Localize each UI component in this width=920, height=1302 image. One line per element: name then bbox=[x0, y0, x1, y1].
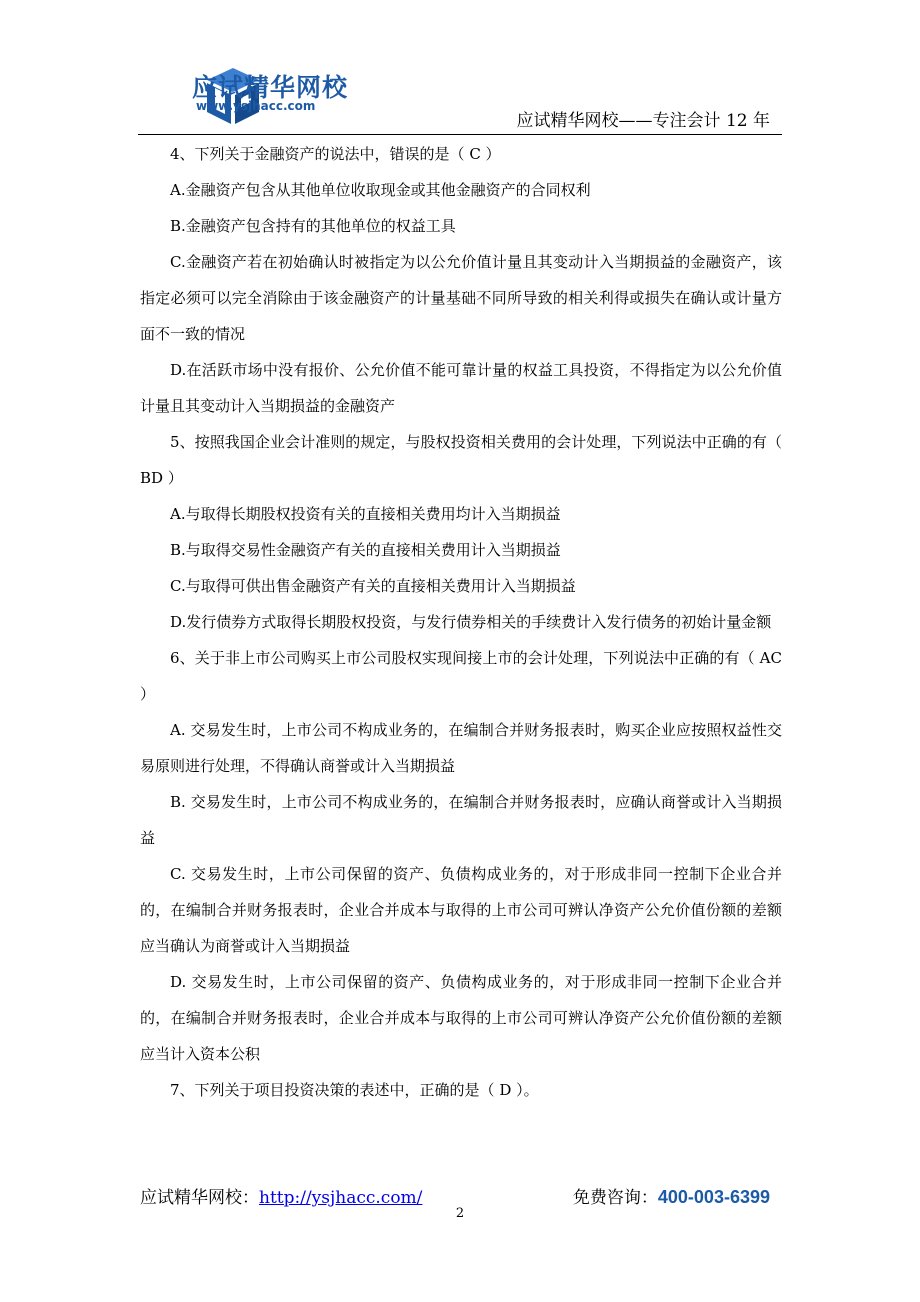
question-7: 7、下列关于项目投资决策的表述中，正确的是（ D ）。 bbox=[170, 1081, 539, 1099]
logo-url: www.ysjhacc.com bbox=[196, 99, 316, 113]
question-5: 5、按照我国企业会计准则的规定，与股权投资相关费用的会计处理，下列说法中正确的有（ BD ） bbox=[140, 433, 782, 487]
footer-site-label: 应试精华网校： bbox=[140, 1188, 259, 1208]
header-divider bbox=[138, 134, 782, 135]
question-4: 4、下列关于金融资产的说法中，错误的是（ C ） bbox=[170, 145, 501, 163]
option-5d: D.发行债券方式取得长期股权投资，与发行债券相关的手续费计入发行债务的初始计量金额 bbox=[170, 613, 772, 631]
question-6: 6、关于非上市公司购买上市公司股权实现间接上市的会计处理，下列说法中正确的有（ AC ） bbox=[140, 649, 782, 703]
footer-site-link[interactable]: http://ysjhacc.com/ bbox=[259, 1188, 423, 1208]
option-6b: B. 交易发生时，上市公司不构成业务的，在编制合并财务报表时，应确认商誉或计入当期损益 bbox=[140, 793, 782, 847]
option-4b: B.金融资产包含持有的其他单位的权益工具 bbox=[170, 217, 456, 235]
document-body bbox=[140, 136, 782, 1108]
header-slogan: 应试精华网校——专注会计 12 年 bbox=[516, 111, 770, 131]
footer-consult-label: 免费咨询： bbox=[572, 1188, 658, 1208]
option-4d: D.在活跃市场中没有报价、公允价值不能可靠计量的权益工具投资，不得指定为以公允价值计量且其变动计入当期损益的金融资产 bbox=[140, 361, 782, 415]
option-5b: B.与取得交易性金融资产有关的直接相关费用计入当期损益 bbox=[170, 541, 561, 559]
option-6a: A. 交易发生时，上市公司不构成业务的，在编制合并财务报表时，购买企业应按照权益性交易原则进行处理，不得确认商誉或计入当期损益 bbox=[140, 721, 782, 775]
footer-site bbox=[140, 1183, 422, 1208]
option-5a: A.与取得长期股权投资有关的直接相关费用均计入当期损益 bbox=[170, 505, 561, 523]
option-6c: C. 交易发生时，上市公司保留的资产、负债构成业务的，对于形成非同一控制下企业合并的，在编制合并财务报表时，企业合并成本与取得的上市公司可辨认净资产公允价值份额的差额应当确认为商誉或计入当期损益 bbox=[140, 865, 782, 955]
footer-phone: 400-003-6399 bbox=[657, 1187, 770, 1207]
footer-consult bbox=[573, 1183, 770, 1208]
option-6d: D. 交易发生时，上市公司保留的资产、负债构成业务的，对于形成非同一控制下企业合并的，在编制合并财务报表时，企业合并成本与取得的上市公司可辨认净资产公允价值份额的差额应当计入资本公积 bbox=[140, 973, 782, 1063]
page-number: 2 bbox=[455, 1206, 465, 1221]
option-5c: C.与取得可供出售金融资产有关的直接相关费用计入当期损益 bbox=[170, 577, 576, 595]
option-4a: A.金融资产包含从其他单位收取现金或其他金融资产的合同权利 bbox=[170, 181, 591, 199]
option-4c: C.金融资产若在初始确认时被指定为以公允价值计量且其变动计入当期损益的金融资产，该指定必须可以完全消除由于该金融资产的计量基础不同所导致的相关利得或损失在确认或计量方面不一致的情况 bbox=[140, 253, 782, 343]
logo-name: 应试精华网校 bbox=[192, 73, 349, 102]
